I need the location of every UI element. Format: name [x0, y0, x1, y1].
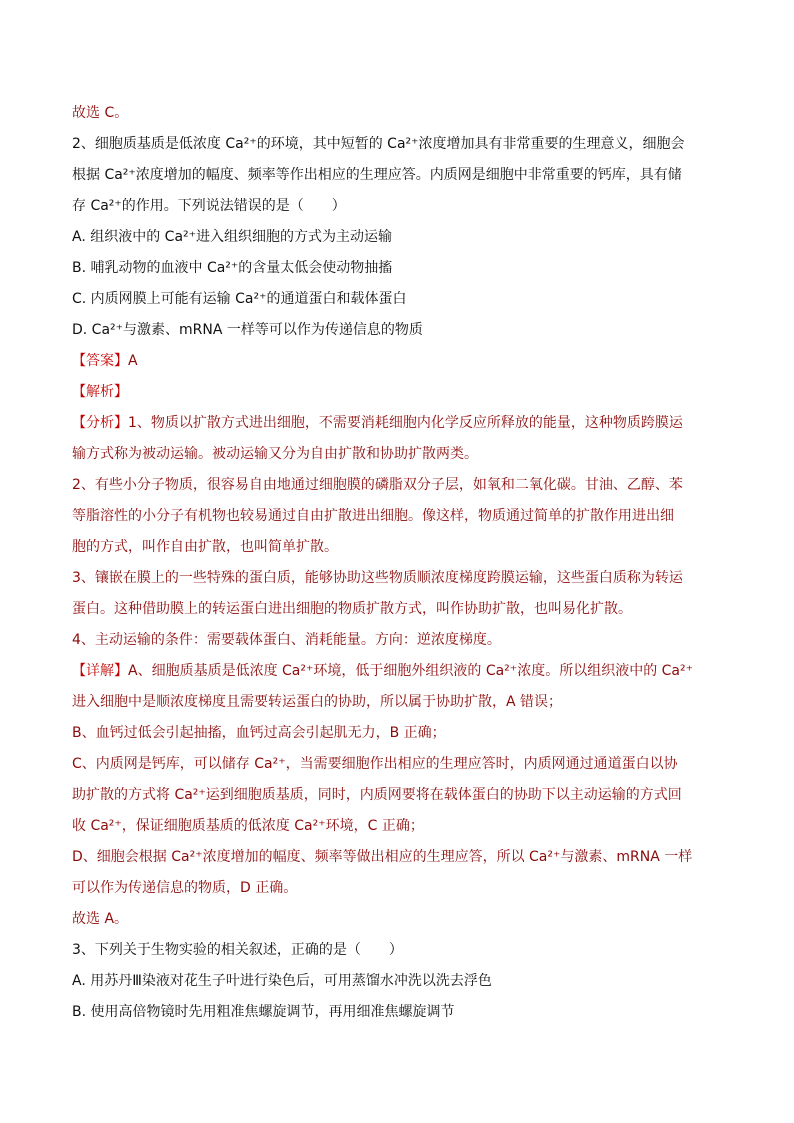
- xiangjie-line: B、血钙过低会引起抽搐，血钙过高会引起肌无力，B 正确；: [72, 725, 446, 741]
- xiangjie-line: D、细胞会根据 Ca²⁺浓度增加的幅度、频率等做出相应的生理应答，所以 Ca²⁺与激素、mRNA 一样: [72, 849, 693, 865]
- question-2: [72, 129, 722, 935]
- fenxi-line: 2、有些小分子物质，很容易自由地通过细胞膜的磷脂双分子层，如氧和二氧化碳。甘油、乙醇、苯: [72, 477, 683, 493]
- fenxi-line: 输方式称为被动运输。被动运输又分为自由扩散和协助扩散两类。: [72, 446, 478, 462]
- question-2-option-b: B. 哺乳动物的血液中 Ca²⁺的含量太低会使动物抽搐: [72, 260, 393, 276]
- question-3-option-b: B. 使用高倍物镜时先用粗准焦螺旋调节，再用细准焦螺旋调节: [72, 1004, 455, 1020]
- question-2-stem-line: 存 Ca²⁺的作用。下列说法错误的是（ ）: [72, 198, 346, 214]
- xiangjie-line: 助扩散的方式将 Ca²⁺运到细胞质基质，同时，内质网要将在载体蛋白的协助下以主动运输的方式回: [72, 787, 682, 803]
- question-2-option-c: C. 内质网膜上可能有运输 Ca²⁺的通道蛋白和载体蛋白: [72, 291, 407, 307]
- fenxi-line: 等脂溶性的小分子有机物也较易通过自由扩散进出细胞。像这样，物质通过简单的扩散作用进出细: [72, 508, 674, 524]
- fenxi-label: 【分析】: [72, 415, 128, 431]
- xiangjie-label: 【详解】: [72, 663, 128, 679]
- question-2-answer: [72, 346, 722, 377]
- question-3-stem: 3、下列关于生物实验的相关叙述，正确的是（ ）: [72, 942, 403, 958]
- fenxi-text: 1、物质以扩散方式进出细胞，不需要消耗细胞内化学反应所释放的能量，这种物质跨膜运: [128, 415, 683, 431]
- analysis-label: 【解析】: [72, 384, 128, 400]
- question-2-stem-line: 根据 Ca²⁺浓度增加的幅度、频率等作出相应的生理应答。内质网是细胞中非常重要的钙库，具有储: [72, 167, 682, 183]
- answer-label: 【答案】: [72, 353, 128, 369]
- question-2-option-a: A. 组织液中的 Ca²⁺进入组织细胞的方式为主动运输: [72, 229, 393, 245]
- fenxi-line: [72, 408, 722, 439]
- fenxi-line: 4、主动运输的条件：需要载体蛋白、消耗能量。方向：逆浓度梯度。: [72, 632, 501, 648]
- question-3: [72, 935, 722, 1028]
- prev-question-conclusion: 故选 C。: [72, 105, 129, 121]
- question-2-option-d: D. Ca²⁺与激素、mRNA 一样等可以作为传递信息的物质: [72, 322, 423, 338]
- question-2-stem-line: 2、细胞质基质是低浓度 Ca²⁺的环境，其中短暂的 Ca²⁺浓度增加具有非常重要的生理意义，细胞会: [72, 136, 685, 152]
- question-3-option-a: A. 用苏丹Ⅲ染液对花生子叶进行染色后，可用蒸馏水冲洗以洗去浮色: [72, 973, 492, 989]
- xiangjie-line: C、内质网是钙库，可以储存 Ca²⁺，当需要细胞作出相应的生理应答时，内质网通过通道蛋白以协: [72, 756, 678, 772]
- answer-value: A: [128, 353, 138, 369]
- xiangjie-line: [72, 656, 722, 687]
- fenxi-line: 蛋白。这种借助膜上的转运蛋白进出细胞的物质扩散方式，叫作协助扩散，也叫易化扩散。: [72, 601, 632, 617]
- document-content: [72, 98, 722, 1028]
- fenxi-line: 胞的方式，叫作自由扩散，也叫简单扩散。: [72, 539, 338, 555]
- xiangjie-line: 可以作为传递信息的物质，D 正确。: [72, 880, 298, 896]
- question-2-conclusion: 故选 A。: [72, 911, 129, 927]
- xiangjie-text: A、细胞质基质是低浓度 Ca²⁺环境，低于细胞外组织液的 Ca²⁺浓度。所以组织液中的 Ca²⁺: [128, 663, 693, 679]
- fenxi-line: 3、镶嵌在膜上的一些特殊的蛋白质，能够协助这些物质顺浓度梯度跨膜运输，这些蛋白质称为转运: [72, 570, 683, 586]
- xiangjie-line: 收 Ca²⁺，保证细胞质基质的低浓度 Ca²⁺环境，C 正确；: [72, 818, 424, 834]
- xiangjie-line: 进入细胞中是顺浓度梯度且需要转运蛋白的协助，所以属于协助扩散，A 错误；: [72, 694, 563, 710]
